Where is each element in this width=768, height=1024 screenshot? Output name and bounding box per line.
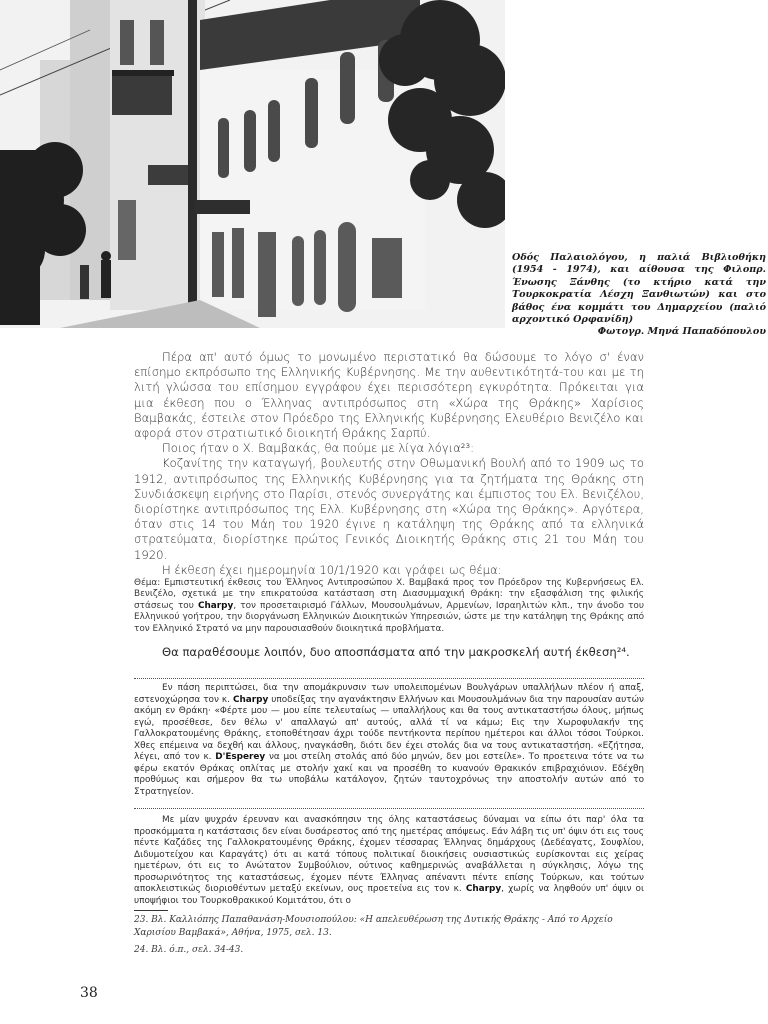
excerpt-text: Εν πάση περιπτώσει, δια την απομάκρυνσιν των υπολειπομένων Βουλγάρων υπαλλήλων πλέον ή απαξ, εστενοχώρησα τον κ. bbox=[134, 683, 644, 705]
paragraph: Πέρα απ' αυτό όμως το μονωμένο περιστατικό θα δώσουμε το λόγο σ' έναν επίσημο εκπρόσωπο της Ελληνικής Κυβέρνησης. Με την αυθεντικότητά-του και με τη λιτή γλώσσα του επίσημου εγγράφου έχει περισσότερη εγκυρότητα. Πρόκειται για μια έκθεση που ο Έλληνας αντιπρόσωπος στη «Χώρα της Θράκης» Χαρίσιος Βαμβακάς, έστειλε στον Πρόεδρο της Ελληνικής Κυβέρνησης Ελευθέριο Βενιζέλο και αφορά στον στρατιωτικό διοικητή Θράκης Σαρπύ. bbox=[134, 350, 644, 441]
footnote: 24. Βλ. ό.π., σελ. 34-43. bbox=[134, 945, 244, 955]
body-text bbox=[134, 350, 644, 578]
excerpt-2 bbox=[134, 815, 644, 907]
street-photo bbox=[0, 0, 505, 328]
excerpt-name: Charpy bbox=[232, 694, 269, 705]
topic-text: , τον προσεταιρισμό Γάλλων, Μουσουλμάνων, Αρμενίων, Ισραηλιτών κλπ., την άνοδο του Ελληνικού γοήτρου, την διοργάνωση Ελληνικών Διοικητικών Υπηρεσιών, ώστε με την κατάληψη της Θράκης από τον Ελληνικό Στρατό να μην παρουσιασθούν διοικητικά προβλήματα. bbox=[134, 600, 644, 634]
lead-paragraph bbox=[134, 645, 644, 660]
excerpt-name: Charpy bbox=[465, 884, 502, 894]
caption-text: Οδός Παλαιολόγου, η παλιά Βιβλιοθήκη (1954 - 1974), και αίθουσα της Φιλοπρ. Ένωσης Ξάνθης (το κτήριο κατά την Τουρκοκρατία Λέσχη Ξανθιωτών) και στο βάθος ένα κομμάτι του Δημαρχείου (παλιό αρχοντικό Ορφανίδη) bbox=[512, 252, 766, 326]
lead-text: Θα παραθέσουμε λοιπόν, δυο αποσπάσματα από την μακροσκελή αυτή έκθεση²⁴. bbox=[162, 645, 630, 659]
dotted-separator bbox=[134, 678, 644, 679]
paragraph: Ποιος ήταν ο Χ. Βαμβακάς, θα πούμε με λίγα λόγια²³: bbox=[162, 441, 475, 456]
paragraph: Κοζανίτης την καταγωγή, βουλευτής στην Οθωμανική Βουλή από το 1909 ως το 1912, αντιπρόσωπος της Ελληνικής Κυβέρνησης για τα ζητήματα της Θράκης στη Συνδιάσκεψη ειρήνης στο Παρίσι, στενός συνεργάτης και έμπιστος του Ελ. Βενιζέλου, διορίστηκε αντιπρόσωπος της Ελλ. Κυβέρνησης στη «Χώρα της Θράκης». Αργότερα, όταν στις 14 του Μάη του 1920 έγινε η κατάληψη της Θράκης από τα ελληνικά στρατεύματα, διορίστηκε πρώτος Γενικός Διοικητής Θράκης στις 21 του Μάη του 1920. bbox=[134, 456, 644, 562]
paragraph: Η έκθεση έχει ημερομηνία 10/1/1920 και γράφει ως θέμα: bbox=[162, 562, 502, 577]
excerpt-text: Με μίαν ψυχράν έρευναν και ανασκόπησιν της όλης καταστάσεως δύναμαι να είπω ότι παρ' όλα τα προσκόμματα η κατάστασις δεν είναι δυσάρεστος από της ημετέρας απόψεως. Εάν λάβη τις υπ' όψιν ότι εις τους πέντε Καζάδες της Γαλλοκρατουμένης Θράκης, έχομεν τέσσαρας Έλληνας δημάρχους (Δεδέαγατς, Σουφλίου, Διδυμοτείχου και Καραγάτς) ότι αι κατά τόπους πολιτικαί διοικήσεις ουσιαστικώς ευρίσκονται εις χείρας ημετέρων, ότι εις το Ανώτατον Συμβούλιον, ούτινος καθημερινώς αναβάλλεται η σύγκλησις, λόγω της προσωρινότητος της καταστάσεως, έχομεν πέντε Έλληνας απέναντι πέντε επίσης Τούρκων, και τούτων αποκλειστικώς διοριοθέντων μεταξύ εκείνων, ους προετείνα εις τον κ. bbox=[134, 815, 644, 894]
footnote-rule bbox=[134, 910, 168, 911]
page-number: 38 bbox=[80, 985, 98, 1001]
excerpt-1 bbox=[134, 683, 644, 798]
excerpt-text: , χωρίς να ληφθούν υπ' όψιν οι υποψήφιοι του Τουρκοθρακικού Κομιτάτου, ότι ο bbox=[134, 884, 644, 906]
photo-credit: Φωτογρ. Μηνά Παπαδόπουλου bbox=[597, 326, 766, 338]
topic-text: Θέμα: Εμπιστευτική έκθεσις του Έλληνος Αντιπροσώπου Χ. Βαμβακά προς τον Πρόεδρον της Κυβερνήσεως Ελ. Βενιζέλο, σχετικά με την επικρατούσα κατάσταση στη Διασυμμαχική Θράκη: την εξασφάλιση της φιλικής στάσεως του bbox=[134, 578, 644, 611]
photo-caption bbox=[512, 252, 766, 339]
report-topic bbox=[134, 578, 644, 635]
footnotes bbox=[134, 914, 644, 962]
excerpt-text: υποδείξας την αγανάκτησιν Ελλήνων και Μουσουλμάνων δια την παρουσίαν αυτών ακόμη εν Θράκη· «Φέρτε μου — μου είπε τελευταίως — υπαλλήλους και θα τους αντικαταστήσω όλους, μήπως εγώ, προσέθεσε, δεν θέλω ν' απαλλαγώ απ' αυτούς, αλλά τί να κάμω; Εις την Χωροφυλακήν της Γαλλοκρατουμένης Θράκης, ετοποθέτησαν άχρι τούδε πεντήκοντα περίπου ημέτεροι και άλλοι τόσοι Τούρκοι. Χθες επέμεινα να δεχθή και άλλους, ηναγκάσθη, διότι δεν έχει στολάς δια να τους αντικαταστήση. «Εζήτησα, λέγει, από τον κ. bbox=[134, 694, 644, 762]
dotted-separator bbox=[134, 808, 644, 809]
footnote: 23. Βλ. Καλλιόπης Παπαθανάση-Μουσιοπούλου: «Η απελευθέρωση της Δυτικής Θράκης - Από το Αρχείο Χαρισίου Βαμβακά», Αθήνα, 1975, σελ. 13. bbox=[134, 915, 613, 938]
excerpt-name: D'Esperey bbox=[215, 752, 266, 762]
topic-name: Charpy bbox=[197, 600, 234, 611]
excerpt-text: να μοι στείλη στολάς από δύο μηνών, δεν μοι εστείλε». Το προετεινα τότε να τω φέρω εκατόν Θράκας οπλίτας με στολήν χακί και να προσέθη το κυανούν Θρακικόν επιβραχιόνιον. Εδέχθη προθύμως και σήμερον θα τω υποβάλω κατάλογον, ζητών ταυτοχρόνως την αποστολήν αυτών από το Στρατηγείον. bbox=[134, 752, 644, 797]
